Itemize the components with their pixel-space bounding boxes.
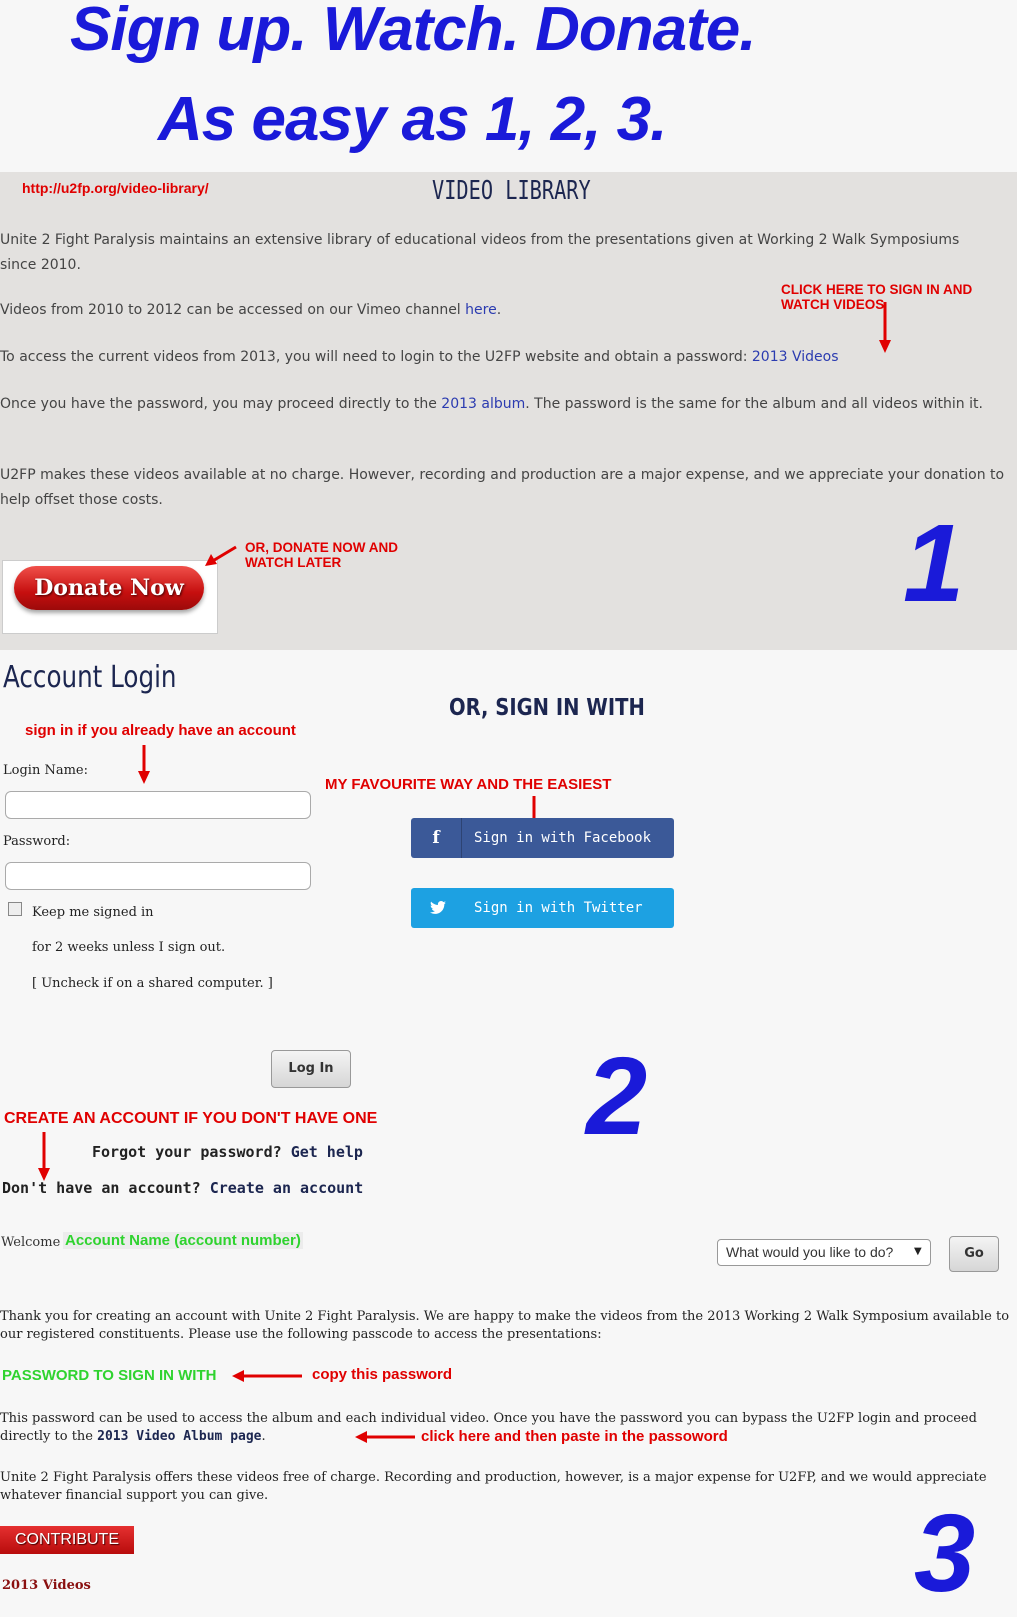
- facebook-button-label: Sign in with Facebook: [474, 830, 652, 846]
- action-select-value: What would you like to do?: [726, 1244, 894, 1260]
- action-select[interactable]: [717, 1239, 931, 1266]
- vimeo-paragraph: Videos from 2010 to 2012 can be accessed on our Vimeo channel here.: [0, 302, 502, 318]
- annotation-click-sign-in: CLICK HERE TO SIGN IN AND WATCH VIDEOS: [781, 282, 973, 312]
- step-number-3: 3: [914, 1492, 975, 1615]
- facebook-sign-in-button[interactable]: [411, 818, 674, 858]
- headline-line2: As easy as 1, 2, 3.: [158, 85, 667, 154]
- get-help-link[interactable]: Get help: [290, 1143, 363, 1161]
- 2013-videos-link[interactable]: 2013 Videos: [751, 349, 839, 365]
- 2013-album-link[interactable]: 2013 album: [441, 396, 526, 412]
- step-number-2: 2: [586, 1035, 647, 1158]
- donate-now-button[interactable]: Donate Now: [14, 566, 204, 610]
- arrow-down-icon: [37, 1132, 51, 1182]
- page-title: VIDEO LIBRARY: [432, 176, 591, 206]
- album-paragraph: Once you have the password, you may proceed directly to the 2013 album. The password is the same for the album and all videos within it.: [0, 396, 983, 412]
- password-usage-paragraph: This password can be used to access the album and each individual video. Once you have the password you can bypass the U2FP login and proceed directly to the 2013 Video Album page.: [0, 1411, 977, 1444]
- shared-computer-note: [ Uncheck if on a shared computer. ]: [32, 976, 273, 991]
- password-input[interactable]: [5, 862, 311, 890]
- annotation-copy-password: copy this password: [312, 1366, 453, 1383]
- log-in-button[interactable]: Log In: [271, 1050, 351, 1088]
- access-paragraph: To access the current videos from 2013, you will need to login to the U2FP website and obtain a password: 2013 Videos: [0, 349, 839, 365]
- headline-line1: Sign up. Watch. Donate.: [70, 0, 756, 64]
- login-name-label: Login Name:: [3, 763, 88, 778]
- or-sign-in-with-heading: OR, SIGN IN WITH: [449, 695, 645, 721]
- keep-signed-in-checkbox[interactable]: [8, 902, 22, 916]
- two-weeks-note: for 2 weeks unless I sign out.: [32, 940, 226, 955]
- keep-signed-in-label: Keep me signed in: [32, 905, 154, 920]
- account-login-title: Account Login: [3, 660, 177, 695]
- step-number-1: 1: [903, 502, 964, 625]
- annotation-sign-in-existing: sign in if you already have an account: [25, 722, 296, 739]
- account-name-highlight: Account Name (account number): [65, 1232, 301, 1249]
- arrow-left-icon: [232, 1368, 304, 1384]
- create-account-link[interactable]: Create an account: [209, 1179, 364, 1197]
- login-name-input[interactable]: [5, 791, 311, 819]
- contribute-button[interactable]: CONTRIBUTE: [0, 1526, 134, 1554]
- go-button[interactable]: Go: [949, 1236, 999, 1272]
- free-of-charge-paragraph: Unite 2 Fight Paralysis offers these videos free of charge. Recording and production, however, is a major expense for U2FP, and we would appreciate whatever financial support you can give.: [0, 1470, 987, 1503]
- password-highlight: PASSWORD TO SIGN IN WITH: [2, 1367, 217, 1384]
- donation-paragraph: U2FP makes these videos available at no charge. However, recording and production are a major expense, and we appreciate your donation to help offset those costs.: [0, 467, 1005, 508]
- video-album-page-link[interactable]: 2013 Video Album page: [97, 1429, 262, 1444]
- annotation-paste-password: click here and then paste in the passoword: [421, 1428, 728, 1445]
- create-account-row: Don't have an account? Create an account: [2, 1179, 364, 1197]
- thank-you-paragraph: Thank you for creating an account with Unite 2 Fight Paralysis. We are happy to make the videos from the 2013 Working 2 Walk Symposium available to our registered constituents. Please use the following passcode to access the presentations:: [0, 1309, 1010, 1342]
- chevron-down-icon: ▼: [914, 1246, 922, 1257]
- welcome-label: Welcome: [1, 1235, 61, 1250]
- password-label: Password:: [3, 834, 71, 849]
- annotation-donate-now: OR, DONATE NOW AND WATCH LATER: [245, 540, 398, 570]
- arrow-left-icon: [203, 544, 239, 568]
- vimeo-here-link[interactable]: here: [465, 302, 497, 318]
- twitter-sign-in-button[interactable]: [411, 888, 674, 928]
- annotation-create-account: CREATE AN ACCOUNT IF YOU DON'T HAVE ONE: [4, 1110, 378, 1127]
- twitter-bird-icon: [430, 901, 446, 915]
- facebook-icon: f: [411, 818, 462, 858]
- intro-paragraph: Unite 2 Fight Paralysis maintains an extensive library of educational videos from the presentations given at Working 2 Walk Symposiums since 2010.: [0, 232, 960, 273]
- annotation-favourite-way: MY FAVOURITE WAY AND THE EASIEST: [325, 776, 612, 793]
- 2013-videos-footer-link[interactable]: 2013 Videos: [2, 1578, 91, 1593]
- arrow-down-icon: [137, 745, 151, 785]
- page-url: http://u2fp.org/video-library/: [22, 180, 209, 196]
- forgot-password-row: Forgot your password? Get help: [92, 1143, 363, 1161]
- twitter-button-label: Sign in with Twitter: [474, 900, 643, 916]
- arrow-left-icon: [355, 1429, 417, 1445]
